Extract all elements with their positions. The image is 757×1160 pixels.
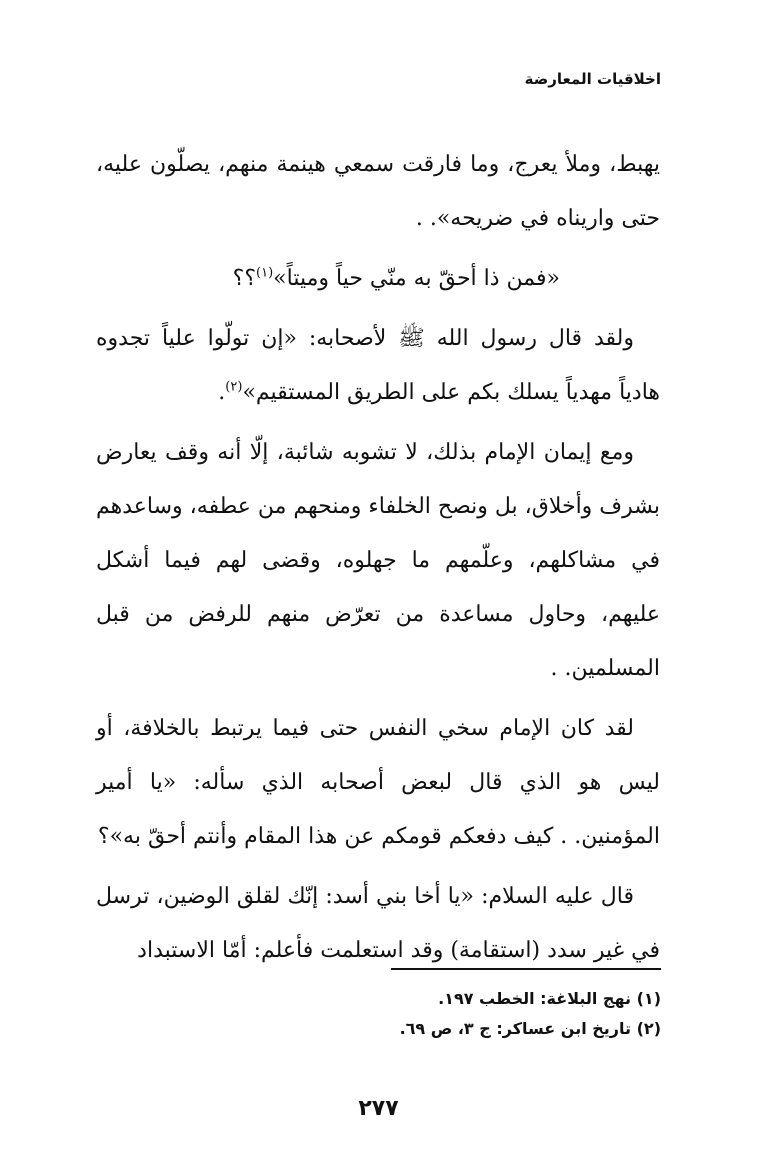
paragraph-5: لقد كان الإمام سخي النفس حتى فيما يرتبط بالخلافة، أو ليس هو الذي قال لبعض أصحابه الذي سأله: «يا أمير المؤمنين. . كيف دفعكم قومكم عن هذا المقام وأنتم أحقّ به»؟ [96,716,660,849]
quote-end: ؟؟ [232,266,257,291]
paragraph-4: ومع إيمان الإمام بذلك، لا تشوبه شائبة، إلّا أنه وقف يعارض بشرف وأخلاق، بل ونصح الخلفاء ومنحهم من عطفه، وساعدهم في مشاكلهم، وعلّمهم ما جهلوه، وقضى لهم فيما أشكل عليهم، وحاول مساعدة من تعرّض منهم للرفض من قبل المسلمين. . [96,440,660,681]
running-header: اخلاقيات المعارضة [524,70,661,88]
footnote-divider [391,968,661,970]
quote-text: «فمن ذا أحقّ به منّي حياً وميتاً» [273,266,560,291]
footnote-1: (١) نهج البلاغة: الخطب ١٩٧. [438,989,661,1008]
hadith-text: ولقد قال رسول الله ﷺ لأصحابه: «إن تولّوا علياً تجدوه هادياً مهدياً يسلك بكم على الطريق المستقيم» [96,326,660,405]
footnote-ref-1[interactable]: (١) [256,265,274,281]
paragraph-2 [96,252,660,306]
paragraph-6: قال عليه السلام: «يا أخا بني أسد: إنّك لقلق الوضين، ترسل في غير سدد (استقامة) وقد استعلمت فأعلم: أمّا الاستبداد [96,884,660,963]
paragraph-1: يهبط، وملأ يعرج، وما فارقت سمعي هينمة منهم، يصلّون عليه، حتى واريناه في ضريحه». . [96,152,660,231]
body-text [96,138,660,984]
page-number: ٢٧٧ [358,1096,399,1121]
hadith-end: . [218,380,226,405]
footnote-2: (٢) تاريخ ابن عساكر: ج ٣، ص ٦٩. [399,1019,661,1038]
footnote-ref-2[interactable]: (٢) [225,379,243,395]
paragraph-3 [96,312,660,420]
footnotes [161,984,661,1044]
